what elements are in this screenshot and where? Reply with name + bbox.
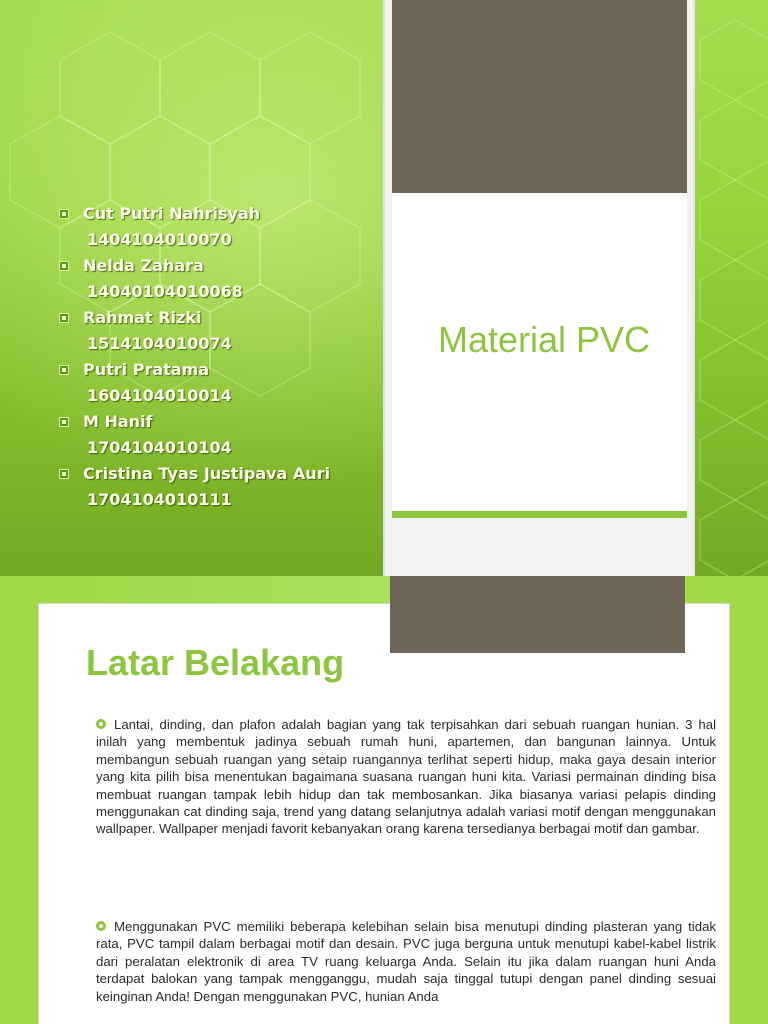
slide-latar-belakang xyxy=(0,576,768,1024)
member-name-item xyxy=(60,253,380,279)
member-name: Nelda Zahara xyxy=(83,256,204,275)
paragraph-1-text: Lantai, dinding, dan plafon adalah bagian yang tak terpisahkan dari sebuah ruangan hunian. 3 hal inilah yang membentuk jadinya sebuah rumah huni, apartemen, dan bangunan lainnya. Untuk membangun sebuah ruangan yang setaip ruangannya terlihat seperti hidup, maka gaya desain interior yang kita pilih bisa menentukan bagaimana suasana ruangan huni kita. Variasi permainan dinding bisa membuat ruangan tampak lebih hidup dan tak membosankan. Jika biasanya variasi pelapis dinding menggunakan cat dinding saja, trend yang datang selanjutnya adalah variasi motif dengan menggunakan wallpaper. Wallpaper menjadi favorit kebanyakan orang karena tersedianya berbagai motif dan gambar. xyxy=(96,717,716,837)
member-name-item xyxy=(60,409,380,435)
member-name-item xyxy=(60,201,380,227)
member-name-item xyxy=(60,461,380,487)
square-bullet-icon xyxy=(60,210,68,218)
member-name: Putri Pratama xyxy=(83,360,210,379)
square-bullet-icon xyxy=(60,366,68,374)
member-name: M Hanif xyxy=(83,412,153,431)
member-id: 1704104010111 xyxy=(87,490,232,509)
ring-bullet-icon xyxy=(96,921,106,931)
member-list xyxy=(60,201,380,513)
square-bullet-icon xyxy=(60,262,68,270)
member-id: 1704104010104 xyxy=(87,438,232,457)
ring-bullet-icon xyxy=(96,719,106,729)
content-dark-block xyxy=(390,576,685,653)
member-name: Rahmat Rizki xyxy=(83,308,202,327)
title-white-area xyxy=(392,193,687,511)
member-name-item xyxy=(60,305,380,331)
square-bullet-icon xyxy=(60,470,68,478)
member-id: 1604104010014 xyxy=(87,386,232,405)
slide-title-text: Material PVC xyxy=(437,319,651,360)
member-name: Cut Putri Nahrisyah xyxy=(83,204,261,223)
member-name: Cristina Tyas Justipava Auri xyxy=(83,464,331,483)
paragraph-2-text: Menggunakan PVC memiliki beberapa kelebihan selain bisa menutupi dinding plasteran yang tidak rata, PVC tampil dalam berbagai motif dan desain. PVC juga berguna untuk menutupi kabel-kabel listrik dari peralatan elektronik di area TV ruang keluarga Anda. Selain itu jika dalam ruangan huni Anda terdapat balokan yang tampak mengganggu, mudah saja tinggal tutupi dengan panel dinding sesuai keinginan Anda! Dengan menggunakan PVC, hunian Anda xyxy=(96,919,716,1004)
square-bullet-icon xyxy=(60,418,68,426)
member-id: 1514104010074 xyxy=(87,334,232,353)
title-dark-block xyxy=(392,0,687,193)
member-id: 1404104010070 xyxy=(87,230,232,249)
title-accent-bar xyxy=(392,511,687,518)
member-id: 14040104010068 xyxy=(87,282,243,301)
paragraph-2 xyxy=(96,918,716,1005)
member-name-item xyxy=(60,357,380,383)
square-bullet-icon xyxy=(60,314,68,322)
section-heading: Latar Belakang xyxy=(86,642,345,683)
content-card xyxy=(38,603,730,1024)
title-panel xyxy=(383,0,695,576)
paragraph-1 xyxy=(96,716,716,838)
